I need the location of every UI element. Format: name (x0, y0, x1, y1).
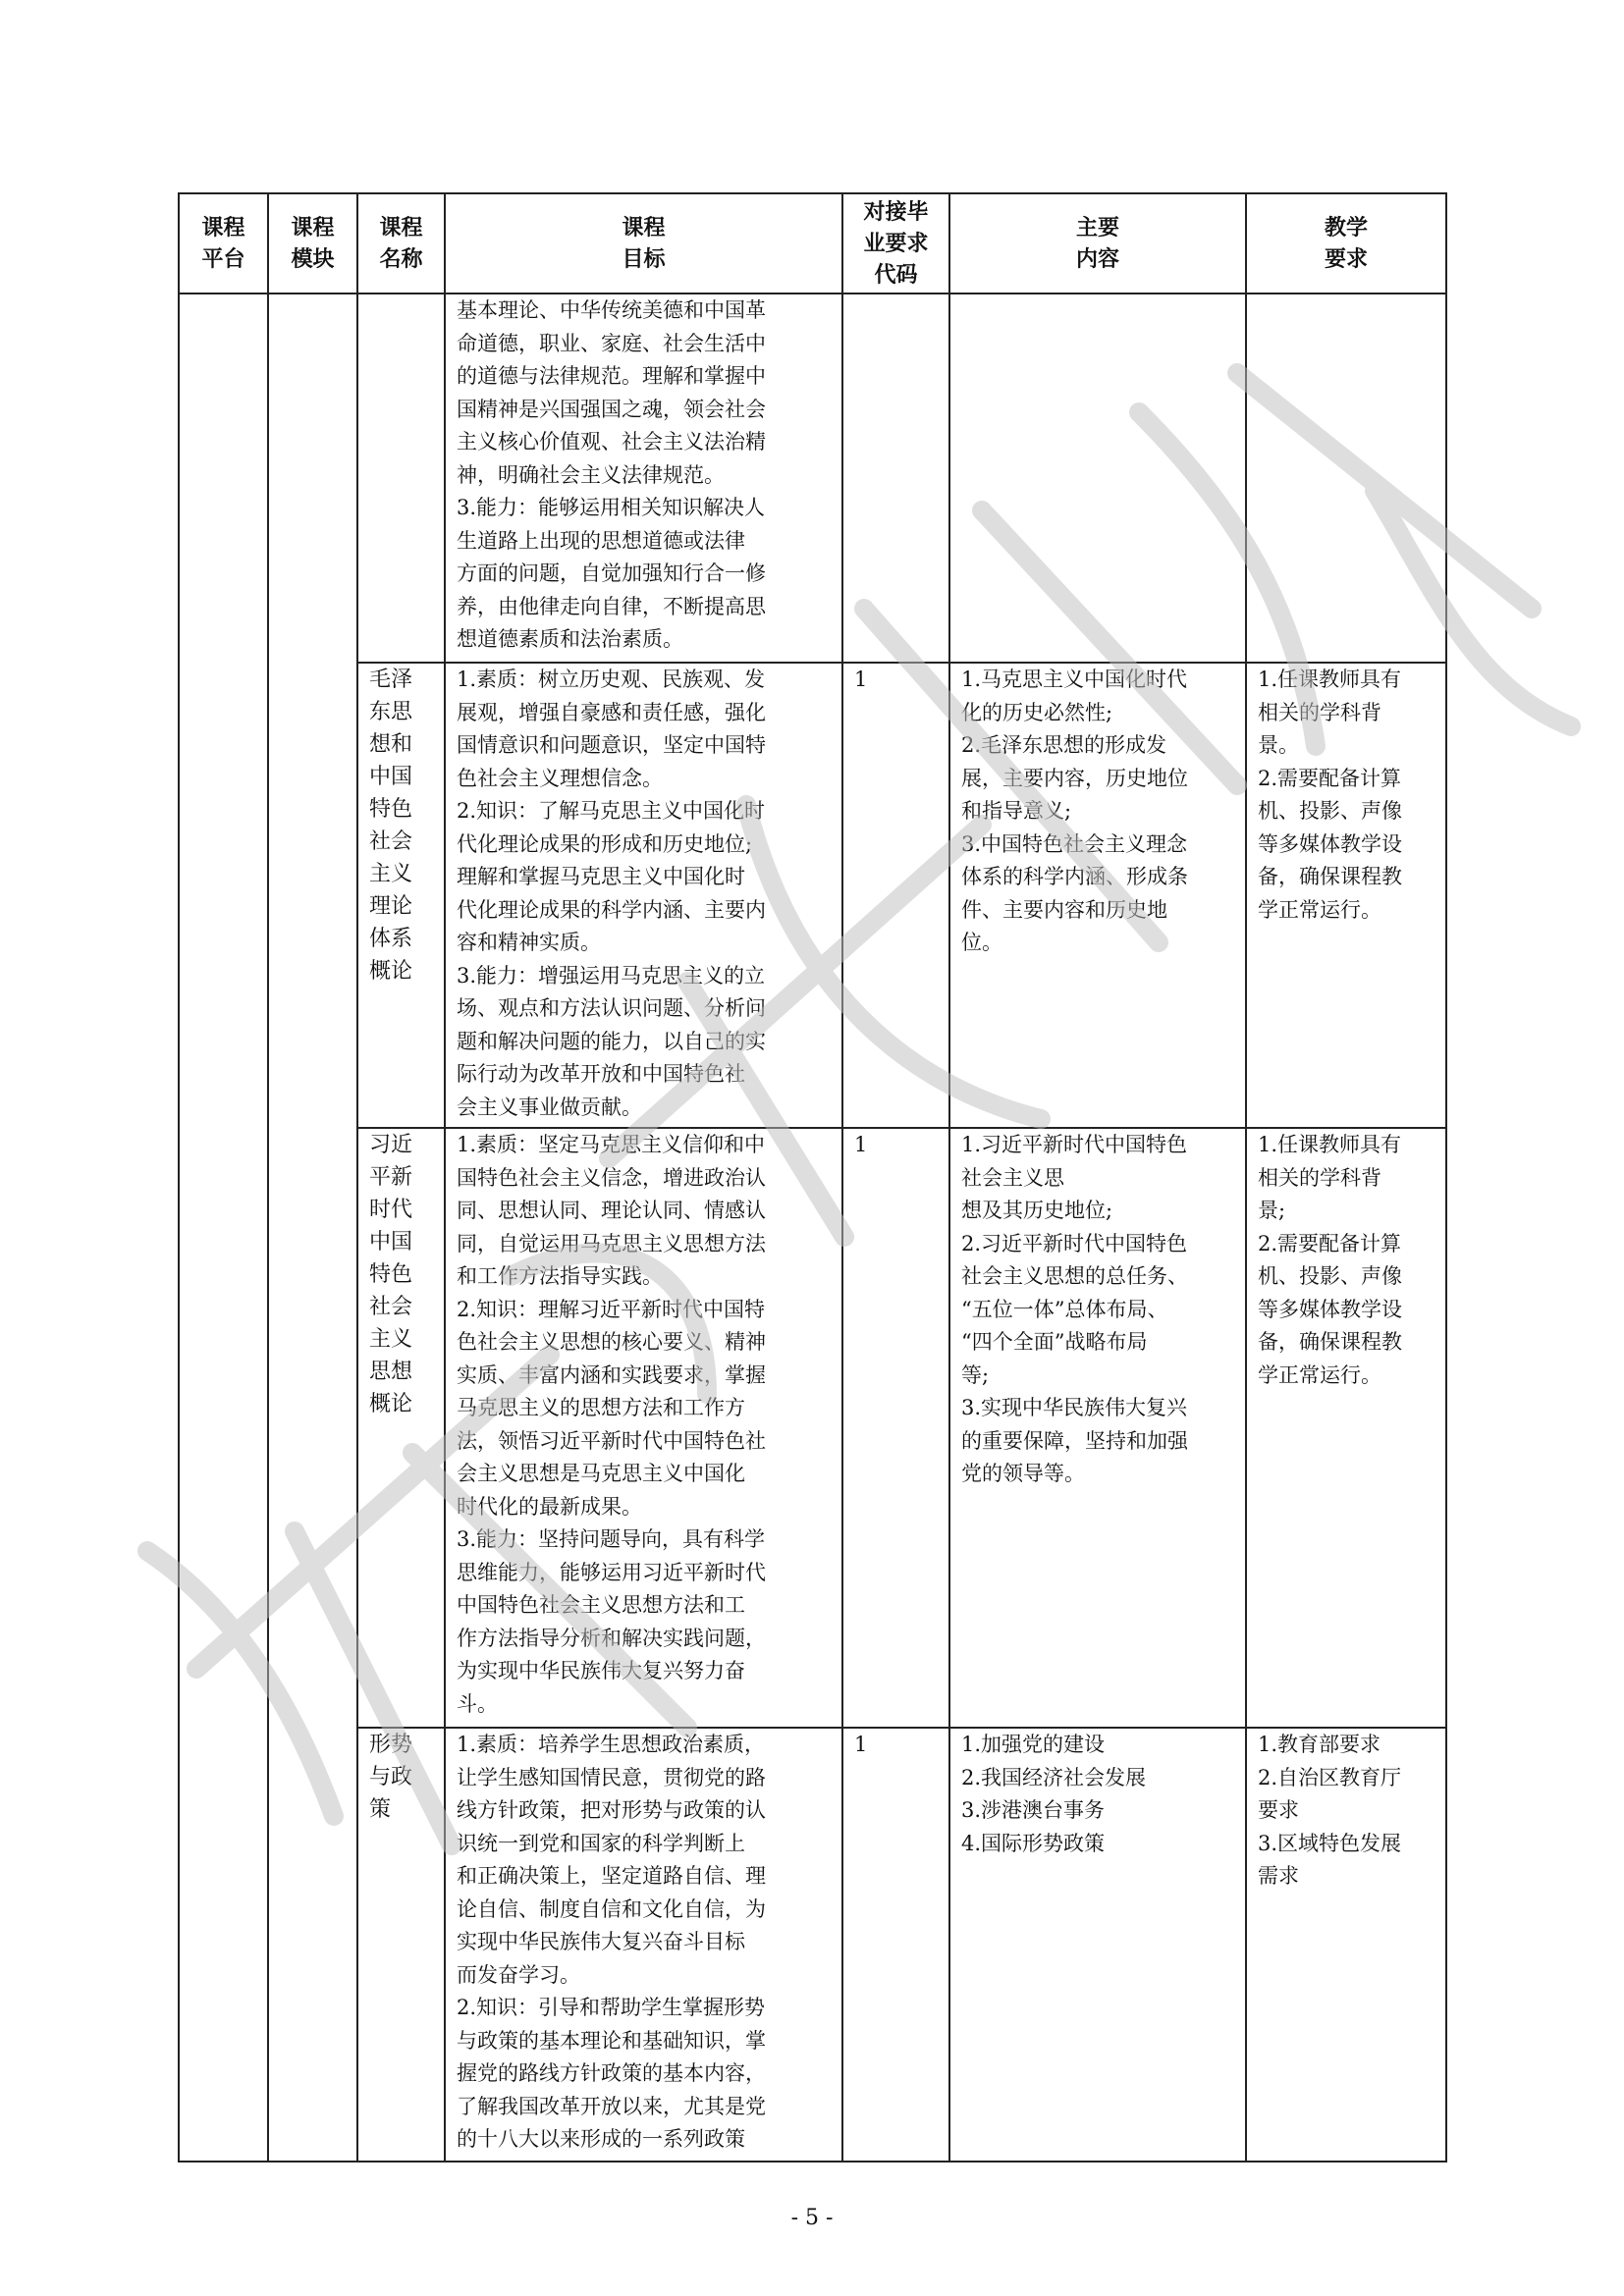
cell-line: 体系的科学内涵、形成条 (961, 865, 1188, 888)
cell-line: 2.自治区教育厅 (1258, 1765, 1402, 1789)
course-goals-cell (445, 663, 842, 1128)
course-name-line: 毛泽 (369, 667, 413, 692)
main-content-cell (949, 1128, 1246, 1728)
course-name-line: 东思 (369, 700, 413, 724)
cell-line: 1.任课教师具有 (1258, 667, 1402, 691)
cell-line: 位。 (961, 931, 1002, 954)
curriculum-table (178, 192, 1447, 2163)
requirement-code-cell: 1 (842, 1728, 949, 2162)
main-content-cell (949, 663, 1246, 1128)
course-goals-cell (445, 1728, 842, 2162)
cell-line: 国特色社会主义信念，增进政治认 (457, 1165, 766, 1190)
header-content: 主要 内容 (949, 193, 1246, 294)
cell-line: 社会主义思想的总任务、 (961, 1264, 1188, 1288)
cell-line: 想及其历史地位; (961, 1199, 1113, 1222)
cell-line: 展，主要内容，历史地位 (961, 766, 1188, 790)
cell-line: 3.能力：能够运用相关知识解决人 (457, 496, 766, 519)
cell-line: 备，确保课程教 (1258, 865, 1402, 888)
course-name-line: 体系 (369, 927, 413, 951)
cell-line: 时代化的最新成果。 (457, 1494, 642, 1519)
course-name-line: 概论 (369, 1392, 413, 1416)
table-row (179, 294, 1446, 663)
course-name-line: 特色 (369, 797, 413, 822)
cell-line: 和工作方法指导实践。 (457, 1264, 663, 1288)
cell-line: 主义核心价值观、社会主义法治精 (457, 430, 766, 454)
cell-line: 代化理论成果的科学内涵、主要内 (457, 897, 766, 922)
cell-line: 会主义思想是马克思主义中国化 (457, 1462, 745, 1485)
table-row (179, 1728, 1446, 2162)
cell-line: 4.国际形势政策 (961, 1831, 1106, 1855)
cell-line: 国精神是兴国强国之魂，领会社会 (457, 397, 766, 421)
header-name: 课程 名称 (357, 193, 445, 294)
cell-line: 的十八大以来形成的一系列政策 (457, 2127, 745, 2151)
table-row (179, 1128, 1446, 1728)
cell-line: 和正确决策上，坚定道路自信、理 (457, 1864, 766, 1888)
platform-cell (179, 294, 268, 2162)
cell-line: 国情意识和问题意识，坚定中国特 (457, 733, 766, 757)
cell-line: 作方法指导分析和解决实践问题， (457, 1626, 766, 1650)
course-name-line: 与政 (369, 1765, 413, 1789)
course-name-cell (357, 663, 445, 1128)
cell-line: 想道德素质和法治素质。 (457, 627, 683, 651)
teaching-requirements-cell (1246, 663, 1446, 1128)
cell-line: 1.教育部要求 (1258, 1733, 1381, 1756)
course-name-line: 策 (369, 1797, 392, 1822)
cell-line: 方面的问题，自觉加强知行合一修 (457, 561, 766, 585)
cell-line: 的道德与法律规范。理解和掌握中 (457, 364, 766, 388)
requirement-code-cell (842, 294, 949, 663)
cell-line: 斗。 (457, 1691, 498, 1716)
requirement-code-cell: 1 (842, 663, 949, 1128)
course-goals-cell (445, 1128, 842, 1728)
course-name-line: 主义 (369, 862, 413, 886)
cell-line: 线方针政策，把对形势与政策的认 (457, 1798, 766, 1822)
cell-line: 论自信、制度自信和文化自信，为 (457, 1896, 766, 1921)
cell-line: 3.中国特色社会主义理念 (961, 831, 1188, 856)
page-number: - 5 - (790, 2206, 834, 2230)
course-name-line: 形势 (369, 1733, 413, 1757)
cell-line: 党的领导等。 (961, 1462, 1085, 1485)
cell-line: 为实现中华民族伟大复兴努力奋 (457, 1659, 745, 1682)
cell-line: 的重要保障，坚持和加强 (961, 1428, 1188, 1453)
cell-line: 3.区域特色发展 (1258, 1831, 1402, 1855)
cell-line: 展观，增强自豪感和责任感，强化 (457, 700, 766, 724)
cell-line: 3.能力：增强运用马克思主义的立 (457, 963, 766, 988)
cell-line: 1.加强党的建设 (961, 1733, 1106, 1756)
cell-line: 题和解决问题的能力，以自己的实 (457, 1029, 766, 1053)
cell-line: 而发奋学习。 (457, 1962, 580, 1987)
module-cell (268, 294, 357, 2162)
cell-line: 1.素质：坚定马克思主义信仰和中 (457, 1133, 766, 1156)
cell-line: 场、观点和方法认识问题、分析问 (457, 996, 766, 1020)
course-name-line: 中国 (369, 1230, 413, 1255)
cell-line: 让学生感知国情民意，贯彻党的路 (457, 1765, 766, 1789)
course-name-line: 概论 (369, 959, 413, 984)
cell-line: 2.我国经济社会发展 (961, 1765, 1147, 1789)
cell-line: 3.能力：坚持问题导向，具有科学 (457, 1527, 766, 1551)
teaching-requirements-cell (1246, 294, 1446, 663)
cell-line: 1.马克思主义中国化时代 (961, 667, 1188, 691)
cell-line: 理解和掌握马克思主义中国化时 (457, 865, 745, 888)
cell-line: 2.知识：引导和帮助学生掌握形势 (457, 1996, 766, 2019)
cell-line: 同、思想认同、理论认同、情感认 (457, 1199, 766, 1222)
cell-line: 际行动为改革开放和中国特色社 (457, 1062, 745, 1086)
course-name-line: 社会 (369, 1295, 413, 1319)
cell-line: 1.任课教师具有 (1258, 1133, 1402, 1156)
cell-line: 景。 (1258, 733, 1299, 757)
cell-line: 生道路上出现的思想道德或法律 (457, 528, 745, 553)
cell-line: 了解我国改革开放以来，尤其是党 (457, 2094, 766, 2118)
cell-line: “四个全面”战略布局 (961, 1330, 1148, 1354)
cell-line: 相关的学科背 (1258, 1165, 1381, 1190)
cell-line: 和指导意义; (961, 799, 1072, 823)
cell-line: 2.毛泽东思想的形成发 (961, 733, 1167, 757)
course-name-cell (357, 294, 445, 663)
cell-line: 养，由他律走向自律，不断提高思 (457, 594, 766, 618)
cell-line: 与政策的基本理论和基础知识，掌 (457, 2028, 766, 2053)
cell-line: 机、投影、声像 (1258, 1264, 1402, 1288)
header-module: 课程 模块 (268, 193, 357, 294)
course-name-cell (357, 1728, 445, 2162)
cell-line: 基本理论、中华传统美德和中国革 (457, 298, 766, 322)
cell-line: 2.习近平新时代中国特色 (961, 1231, 1188, 1255)
cell-line: 马克思主义的思想方法和工作方 (457, 1396, 745, 1419)
table-row (179, 663, 1446, 1128)
cell-line: 3.涉港澳台事务 (961, 1798, 1106, 1822)
header-goals: 课程 目标 (445, 193, 842, 294)
cell-line: 会主义事业做贡献。 (457, 1095, 642, 1119)
course-name-line: 理论 (369, 894, 413, 919)
cell-line: 实质、丰富内涵和实践要求，掌握 (457, 1362, 766, 1387)
cell-line: 容和精神实质。 (457, 931, 601, 954)
cell-line: 2.需要配备计算 (1258, 1231, 1402, 1255)
cell-line: 景; (1258, 1199, 1286, 1222)
course-name-line: 习近 (369, 1133, 413, 1157)
cell-line: 命道德，职业、家庭、社会生活中 (457, 331, 766, 355)
cell-line: 学正常运行。 (1258, 1362, 1381, 1387)
cell-line: 色社会主义理想信念。 (457, 766, 663, 790)
cell-line: 化的历史必然性; (961, 700, 1113, 724)
cell-line: 要求 (1258, 1798, 1299, 1822)
cell-line: 相关的学科背 (1258, 700, 1381, 724)
header-code: 对接毕 业要求 代码 (842, 193, 949, 294)
table-header-row (179, 193, 1446, 294)
cell-line: 机、投影、声像 (1258, 799, 1402, 823)
cell-line: 需求 (1258, 1864, 1299, 1888)
course-name-line: 时代 (369, 1198, 413, 1222)
header-requirements: 教学 要求 (1246, 193, 1446, 294)
course-goals-cell (445, 294, 842, 663)
cell-line: 2.需要配备计算 (1258, 766, 1402, 790)
cell-line: 色社会主义思想的核心要义、精神 (457, 1330, 766, 1354)
cell-line: 件、主要内容和历史地 (961, 897, 1167, 922)
header-platform: 课程 平台 (179, 193, 268, 294)
course-name-line: 平新 (369, 1165, 413, 1190)
cell-line: 社会主义思 (961, 1165, 1064, 1190)
cell-line: 同，自觉运用马克思主义思想方法 (457, 1231, 766, 1255)
cell-line: 思维能力，能够运用习近平新时代 (457, 1560, 766, 1584)
cell-line: 2.知识：理解习近平新时代中国特 (457, 1297, 766, 1321)
cell-line: “五位一体”总体布局、 (961, 1297, 1168, 1321)
cell-line: 实现中华民族伟大复兴奋斗目标 (457, 1930, 745, 1953)
cell-line: 等多媒体教学设 (1258, 1297, 1402, 1321)
teaching-requirements-cell (1246, 1128, 1446, 1728)
cell-line: 1.习近平新时代中国特色 (961, 1133, 1188, 1156)
course-name-line: 中国 (369, 765, 413, 789)
main-content-cell (949, 1728, 1246, 2162)
course-name-cell (357, 1128, 445, 1728)
cell-line: 2.知识：了解马克思主义中国化时 (457, 799, 766, 823)
cell-line: 3.实现中华民族伟大复兴 (961, 1396, 1188, 1419)
cell-line: 等多媒体教学设 (1258, 831, 1402, 856)
course-name-line: 思想 (369, 1360, 413, 1384)
cell-line: 1.素质：树立历史观、民族观、发 (457, 667, 766, 691)
cell-line: 中国特色社会主义思想方法和工 (457, 1593, 745, 1617)
cell-line: 法，领悟习近平新时代中国特色社 (457, 1428, 766, 1453)
cell-line: 等; (961, 1362, 990, 1387)
cell-line: 握党的路线方针政策的基本内容， (457, 2061, 766, 2085)
teaching-requirements-cell (1246, 1728, 1446, 2162)
cell-line: 备，确保课程教 (1258, 1330, 1402, 1354)
cell-line: 学正常运行。 (1258, 897, 1381, 922)
course-name-line: 主义 (369, 1327, 413, 1352)
cell-line: 1.素质：培养学生思想政治素质， (457, 1733, 766, 1756)
cell-line: 代化理论成果的形成和历史地位; (457, 831, 753, 856)
course-name-line: 特色 (369, 1262, 413, 1287)
main-content-cell (949, 294, 1246, 663)
cell-line: 识统一到党和国家的科学判断上 (457, 1831, 745, 1855)
course-name-line: 社会 (369, 829, 413, 854)
cell-line: 神，明确社会主义法律规范。 (457, 462, 725, 487)
course-name-line: 想和 (369, 732, 413, 757)
requirement-code-cell: 1 (842, 1128, 949, 1728)
